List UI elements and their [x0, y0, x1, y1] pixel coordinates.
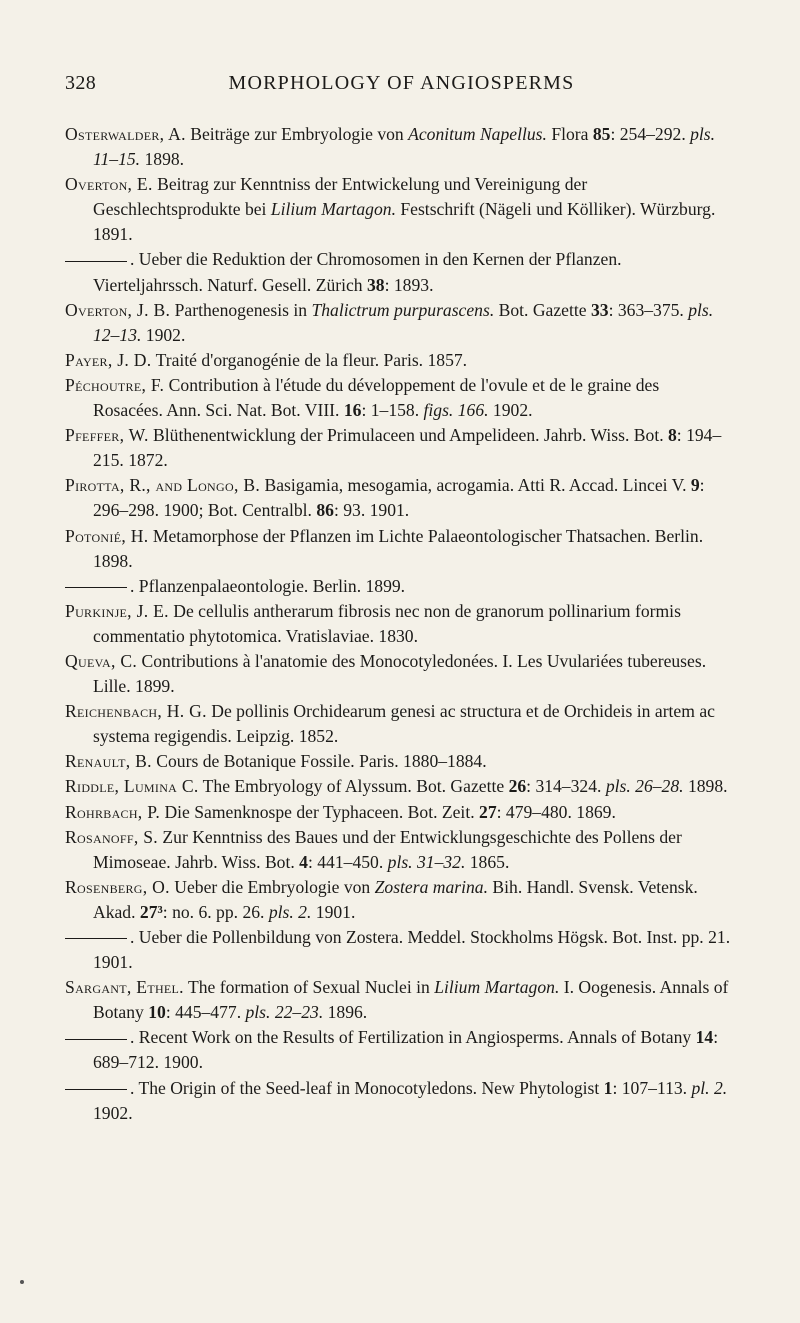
reference-text: Cours de Botanique Fossile. Paris. 1880–1884. [151, 751, 487, 772]
volume-number: 14 [695, 1027, 714, 1048]
reference-text: . The Origin of the Seed-leaf in Monocotyledons. New Phytologist [130, 1077, 604, 1098]
volume-number: 1 [603, 1077, 613, 1098]
ditto-dash [65, 261, 127, 262]
italic-text: Aconitum Napellus. [408, 124, 547, 144]
reference-author: Sargant, Ethel. [65, 977, 184, 998]
italic-text: pl. 2. [691, 1077, 728, 1098]
reference-author: Potonié, H. [65, 525, 149, 546]
reference-entry [65, 298, 733, 348]
reference-text: : 441–450. [307, 851, 388, 872]
reference-text: : 1–158. [361, 400, 424, 421]
volume-number: 85 [592, 124, 611, 144]
reference-text: De pollinis Orchidearum genesi ac structura et de Orchideis in artem ac systema regigendis. Leipzig. 1852. [93, 701, 715, 747]
reference-text: 1896. [323, 1002, 368, 1023]
reference-author: Pfeffer, W. [65, 425, 149, 446]
volume-number: 8 [668, 425, 677, 446]
reference-text: . Ueber die Reduktion der Chromosomen in den Kernen der Pflanzen. Vierteljahrssch. Naturf. Gesell. Zürich [93, 249, 622, 295]
reference-author: Overton, E. [65, 174, 153, 195]
italic-text: pls. 22–23. [245, 1002, 324, 1023]
italic-text: pls. 31–32. [387, 851, 466, 872]
reference-text: Ueber die Embryologie von [169, 876, 375, 897]
reference-entry [65, 975, 733, 1025]
italic-text: pls. 12–13. [93, 299, 714, 345]
reference-entry [65, 800, 733, 825]
reference-entry [65, 122, 733, 172]
ditto-dash [65, 1039, 127, 1040]
reference-text: 1898. [683, 776, 728, 797]
volume-number: 16 [343, 400, 362, 421]
reference-text: 1902. [93, 1102, 133, 1123]
reference-text: : 689–712. 1900. [93, 1027, 719, 1073]
reference-text: 1865. [465, 851, 510, 872]
reference-author: Overton, J. B. [65, 299, 171, 320]
italic-text: figs. 166. [423, 400, 489, 421]
reference-text: Contributions à l'anatomie des Monocotyledonées. I. Les Uvulariées tubereuses. Lille. 1899. [93, 650, 707, 697]
reference-text: 1901. [311, 901, 356, 922]
italic-text: Zostera marina. [374, 876, 489, 897]
reference-text: : 194–215. 1872. [93, 425, 722, 471]
volume-number: 86 [316, 500, 334, 521]
ditto-dash [65, 587, 127, 588]
reference-text: 1902. [141, 324, 186, 345]
volume-number: 26 [508, 776, 527, 797]
ditto-dash [65, 938, 127, 939]
volume-number: 27 [479, 801, 497, 822]
reference-text: Traité d'organogénie de la fleur. Paris. 1857. [151, 349, 468, 370]
reference-author: Rosenberg, O. [65, 876, 170, 897]
reference-author: Osterwalder, A. [65, 124, 186, 144]
reference-entry [65, 1025, 733, 1075]
volume-number: 27³ [139, 901, 163, 922]
reference-text: : 296–298. 1900; Bot. Centralbl. [93, 475, 705, 521]
reference-entry [65, 649, 733, 699]
reference-text: : 314–324. [526, 776, 606, 797]
ditto-dash [65, 1089, 127, 1090]
reference-text: Bih. Handl. Svensk. Vetensk. Akad. [93, 876, 698, 922]
reference-entry [65, 699, 733, 749]
reference-author: Pirotta, R., and Longo, B. [65, 475, 261, 496]
reference-text: Contribution à l'étude du développement de l'ovule et de le graine des Rosacées. Ann. Sci. Nat. Bot. VIII. [93, 374, 660, 421]
reference-text: Basigamia, mesogamia, acrogamia. Atti R. Accad. Lincei V. [260, 475, 691, 496]
volume-number: 33 [590, 299, 609, 320]
reference-author: Péchoutre, F. [65, 374, 165, 395]
reference-text: De cellulis antherarum fibrosis nec non de granorum pollinarium formis commentatio phytotomica. Vratislaviae. 1830. [93, 600, 681, 646]
page-number: 328 [65, 72, 97, 94]
reference-text: Die Samenknospe der Typhaceen. Bot. Zeit. [160, 801, 480, 822]
reference-text: Festschrift (Nägeli und Kölliker). Würzburg. 1891. [93, 199, 716, 245]
reference-text: : 1893. [384, 274, 434, 295]
volume-number: 4 [299, 851, 308, 872]
reference-text: The formation of Sexual Nuclei in [183, 977, 435, 998]
reference-text: : 445–477. [165, 1002, 246, 1023]
reference-text: Beiträge zur Embryologie von [185, 124, 409, 144]
reference-text: Flora [546, 124, 593, 144]
reference-text: Metamorphose der Pflanzen im Lichte Palaeontologischer Thatsachen. Berlin. 1898. [93, 525, 704, 571]
reference-entry [65, 247, 733, 297]
italic-text: Thalictrum purpurascens. [311, 299, 495, 320]
reference-text: Beitrag zur Kenntniss der Entwickelung und Vereinigung der Geschlechtsprodukte bei [93, 174, 588, 220]
reference-author: Purkinje, J. E. [65, 600, 169, 621]
reference-text: . Ueber die Pollenbildung von Zostera. Meddel. Stockholms Högsk. Bot. Inst. pp. 21. 1901. [93, 927, 731, 973]
reference-text: : 363–375. [608, 299, 689, 320]
reference-entry [65, 774, 733, 799]
reference-text: The Embryology of Alyssum. Bot. Gazette [198, 776, 509, 797]
reference-entry [65, 172, 733, 247]
reference-text: : 479–480. 1869. [496, 801, 616, 822]
volume-number: 38 [367, 274, 385, 295]
reference-text: I. Oogenesis. Annals of Botany [93, 977, 729, 1023]
reference-text: : 107–113. [612, 1077, 692, 1098]
reference-entry [65, 825, 733, 875]
reference-entry [65, 749, 733, 774]
reference-author: Reichenbach, H. G. [65, 701, 207, 722]
reference-text: : 93. 1901. [333, 500, 410, 521]
reference-entry [65, 1076, 733, 1126]
italic-text: Lilium Martagon. [434, 977, 560, 998]
reference-entry [65, 473, 733, 523]
italic-text: pls. 26–28. [605, 776, 684, 797]
reference-entry [65, 875, 733, 925]
reference-author: Riddle, Lumina C. [65, 776, 199, 797]
reference-text: . Pflanzenpalaeontologie. Berlin. 1899. [130, 575, 406, 596]
reference-text: : no. 6. pp. 26. [162, 901, 269, 922]
reference-text: Zur Kenntniss des Baues und der Entwicklungsgeschichte des Pollens der Mimoseae. Jahrb. Wiss. Bot. [93, 826, 682, 872]
reference-entry [65, 599, 733, 649]
reference-text: Bot. Gazette [494, 299, 591, 320]
reference-entry [65, 925, 733, 975]
reference-author: Queva, C. [65, 650, 138, 671]
running-title: MORPHOLOGY OF ANGIOSPERMS [228, 72, 575, 94]
reference-text: Blüthenentwicklung der Primulaceen und Ampelideen. Jahrb. Wiss. Bot. [148, 425, 668, 446]
volume-number: 10 [148, 1002, 166, 1023]
page-speck [20, 1280, 24, 1284]
reference-text: : 254–292. [610, 124, 691, 144]
reference-entry [65, 423, 733, 473]
reference-entry [65, 348, 733, 373]
reference-text: 1898. [140, 149, 185, 170]
running-header [65, 72, 738, 100]
reference-list [65, 122, 733, 1126]
italic-text: pls. 11–15. [93, 124, 716, 170]
reference-author: Renault, B. [65, 751, 152, 772]
reference-entry [65, 574, 733, 599]
reference-entry [65, 373, 733, 423]
reference-entry [65, 524, 733, 574]
reference-text: . Recent Work on the Results of Fertilization in Angiosperms. Annals of Botany [130, 1027, 696, 1048]
italic-text: Lilium Martagon. [270, 199, 396, 220]
reference-author: Payer, J. D. [65, 349, 152, 370]
italic-text: pls. 2. [268, 901, 312, 922]
reference-author: Rosanoff, S. [65, 826, 159, 847]
reference-author: Rohrbach, P. [65, 801, 161, 822]
reference-text: 1902. [488, 400, 533, 421]
volume-number: 9 [690, 475, 700, 496]
reference-text: Parthenogenesis in [170, 299, 312, 320]
